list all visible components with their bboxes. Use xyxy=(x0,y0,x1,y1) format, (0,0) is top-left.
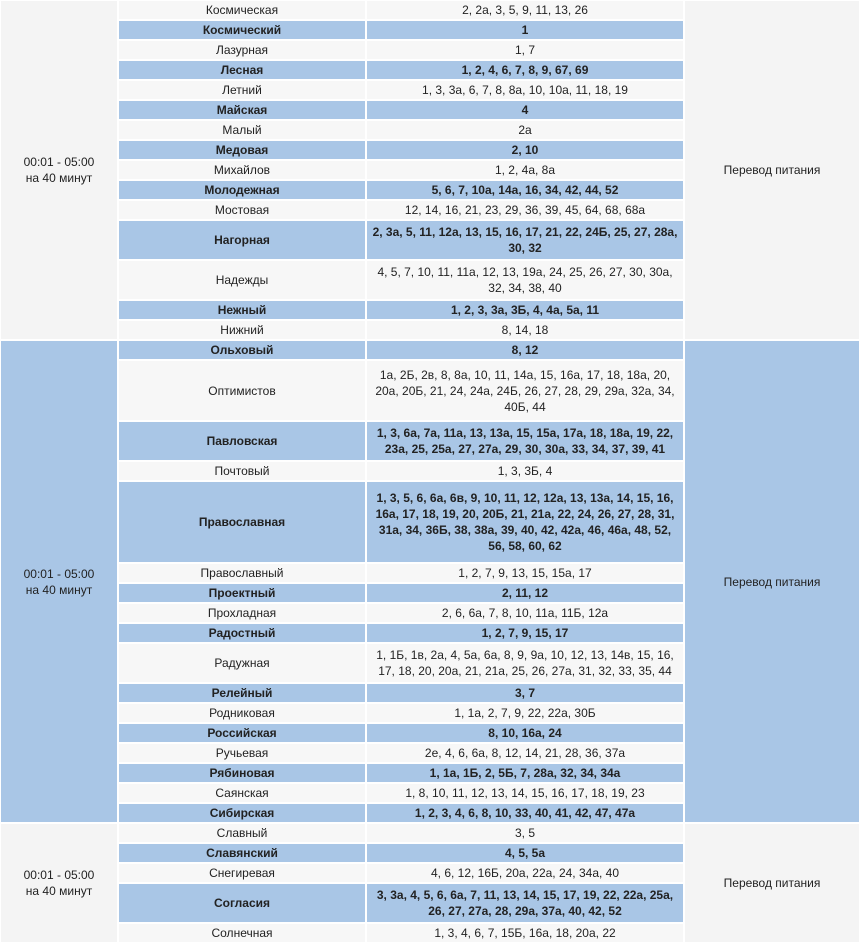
street-name: Майская xyxy=(118,100,366,120)
house-numbers: 1, 2, 4а, 8а xyxy=(366,160,684,180)
work-type: Перевод питания xyxy=(684,340,860,823)
time-cell xyxy=(0,340,118,823)
house-numbers: 4, 5, 5а xyxy=(366,843,684,863)
house-numbers: 3, 5 xyxy=(366,823,684,843)
house-numbers: 4, 5, 7, 10, 11, 11а, 12, 13, 19а, 24, 25, 26, 27, 30, 30а, 32, 34, 38, 40 xyxy=(366,260,684,300)
street-name: Прохладная xyxy=(118,603,366,623)
house-numbers: 1, 2, 7, 9, 15, 17 xyxy=(366,623,684,643)
house-numbers: 1, 1Б, 1в, 2а, 4, 5а, 6а, 8, 9, 9а, 10, 12, 13, 14в, 15, 16, 17, 18, 20, 20а, 21, 21а, 25, 26, 27а, 31, 32, 33, 35, 44 xyxy=(366,643,684,683)
street-name: Снегиревая xyxy=(118,863,366,883)
duration: на 40 минут xyxy=(25,582,93,597)
house-numbers: 1, 2, 7, 9, 13, 15, 15а, 17 xyxy=(366,563,684,583)
house-numbers: 2, 3а, 5, 11, 12а, 13, 15, 16, 17, 21, 22, 24Б, 25, 27, 28а, 30, 32 xyxy=(366,220,684,260)
house-numbers: 2, 10 xyxy=(366,140,684,160)
house-numbers: 2, 11, 12 xyxy=(366,583,684,603)
house-numbers: 1, 2, 4, 6, 7, 8, 9, 67, 69 xyxy=(366,60,684,80)
house-numbers: 3, 7 xyxy=(366,683,684,703)
house-numbers: 1, 3, 4, 6, 7, 15Б, 16а, 18, 20а, 22 xyxy=(366,923,684,943)
house-numbers: 2, 2а, 3, 5, 9, 11, 13, 26 xyxy=(366,0,684,20)
house-numbers: 1, 8, 10, 11, 12, 13, 14, 15, 16, 17, 18, 19, 23 xyxy=(366,783,684,803)
work-type: Перевод питания xyxy=(684,823,860,943)
street-name: Славный xyxy=(118,823,366,843)
house-numbers: 1, 2, 3, 3а, 3Б, 4, 4а, 5а, 11 xyxy=(366,300,684,320)
street-name: Релейный xyxy=(118,683,366,703)
table-row xyxy=(0,0,860,20)
street-name: Летний xyxy=(118,80,366,100)
street-name: Саянская xyxy=(118,783,366,803)
house-numbers: 1а, 2Б, 2в, 8, 8а, 10, 11, 14а, 15, 16а, 17, 18, 18а, 20, 20а, 20Б, 21, 24, 24а, 24Б, 26, 27, 28, 29, 29а, 32а, 34, 40Б, 44 xyxy=(366,360,684,421)
house-numbers: 4 xyxy=(366,100,684,120)
house-numbers: 1, 3, 5, 6, 6а, 6в, 9, 10, 11, 12, 12а, 13, 13а, 14, 15, 16, 16а, 17, 18, 19, 20, 20Б, 21, 21а, 22, 24, 26, 27, 28, 31, 31а, 34, 36Б, 38, 38а, 39, 40, 42, 42а, 46, 46а, 48, 52, 56, 58, 60, 62 xyxy=(366,481,684,563)
street-name: Лазурная xyxy=(118,40,366,60)
street-name: Мостовая xyxy=(118,200,366,220)
street-name: Сибирская xyxy=(118,803,366,823)
house-numbers: 1, 3, 3а, 6, 7, 8, 8а, 10, 10а, 11, 18, 19 xyxy=(366,80,684,100)
table-row xyxy=(0,340,860,360)
street-name: Славянский xyxy=(118,843,366,863)
street-name: Надежды xyxy=(118,260,366,300)
street-name: Рябиновая xyxy=(118,763,366,783)
street-name: Лесная xyxy=(118,60,366,80)
house-numbers: 8, 12 xyxy=(366,340,684,360)
house-numbers: 12, 14, 16, 21, 23, 29, 36, 39, 45, 64, 68, 68а xyxy=(366,200,684,220)
street-name: Нагорная xyxy=(118,220,366,260)
street-name: Нижний xyxy=(118,320,366,340)
street-name: Православный xyxy=(118,563,366,583)
street-name: Ольховый xyxy=(118,340,366,360)
street-name: Медовая xyxy=(118,140,366,160)
street-name: Родниковая xyxy=(118,703,366,723)
street-name: Нежный xyxy=(118,300,366,320)
house-numbers: 1, 3, 6а, 7а, 11а, 13, 13а, 15, 15а, 17а, 18, 18а, 19, 22, 23а, 25, 25а, 27, 27а, 29, 30, 30а, 33, 34, 37, 39, 41 xyxy=(366,421,684,461)
house-numbers: 1, 1а, 2, 7, 9, 22, 22а, 30Б xyxy=(366,703,684,723)
time-range: 00:01 - 05:00 xyxy=(23,868,95,882)
work-type: Перевод питания xyxy=(684,0,860,340)
street-name: Михайлов xyxy=(118,160,366,180)
street-name: Космический xyxy=(118,20,366,40)
street-name: Проектный xyxy=(118,583,366,603)
street-name: Радостный xyxy=(118,623,366,643)
house-numbers: 2е, 4, 6, 6а, 8, 12, 14, 21, 28, 36, 37а xyxy=(366,743,684,763)
street-name: Солнечная xyxy=(118,923,366,943)
house-numbers: 1, 3, 3Б, 4 xyxy=(366,461,684,481)
time-range: 00:01 - 05:00 xyxy=(23,155,95,169)
time-range: 00:01 - 05:00 xyxy=(23,566,95,581)
street-name: Российская xyxy=(118,723,366,743)
street-name: Ручьевая xyxy=(118,743,366,763)
house-numbers: 5, 6, 7, 10а, 14а, 16, 34, 42, 44, 52 xyxy=(366,180,684,200)
house-numbers: 8, 10, 16а, 24 xyxy=(366,723,684,743)
house-numbers: 1, 7 xyxy=(366,40,684,60)
house-numbers: 4, 6, 12, 16Б, 20а, 22а, 24, 34а, 40 xyxy=(366,863,684,883)
house-numbers: 1, 1а, 1Б, 2, 5Б, 7, 28а, 32, 34, 34а xyxy=(366,763,684,783)
duration: на 40 минут xyxy=(25,171,93,185)
street-name: Православная xyxy=(118,481,366,563)
street-name: Космическая xyxy=(118,0,366,20)
duration: на 40 минут xyxy=(25,884,93,898)
house-numbers: 2, 6, 6а, 7, 8, 10, 11а, 11Б, 12а xyxy=(366,603,684,623)
time-cell xyxy=(0,823,118,943)
house-numbers: 3, 3а, 4, 5, 6, 6а, 7, 11, 13, 14, 15, 17, 19, 22, 22а, 25а, 26, 27, 27а, 28, 29а, 37а, 40, 42, 52 xyxy=(366,883,684,923)
house-numbers: 1 xyxy=(366,20,684,40)
street-name: Оптимистов xyxy=(118,360,366,421)
street-name: Радужная xyxy=(118,643,366,683)
table-row xyxy=(0,823,860,843)
street-name: Согласия xyxy=(118,883,366,923)
house-numbers: 1, 2, 3, 4, 6, 8, 10, 33, 40, 41, 42, 47, 47а xyxy=(366,803,684,823)
time-cell xyxy=(0,0,118,340)
house-numbers: 2а xyxy=(366,120,684,140)
street-name: Молодежная xyxy=(118,180,366,200)
street-name: Павловская xyxy=(118,421,366,461)
street-name: Малый xyxy=(118,120,366,140)
house-numbers: 8, 14, 18 xyxy=(366,320,684,340)
street-name: Почтовый xyxy=(118,461,366,481)
